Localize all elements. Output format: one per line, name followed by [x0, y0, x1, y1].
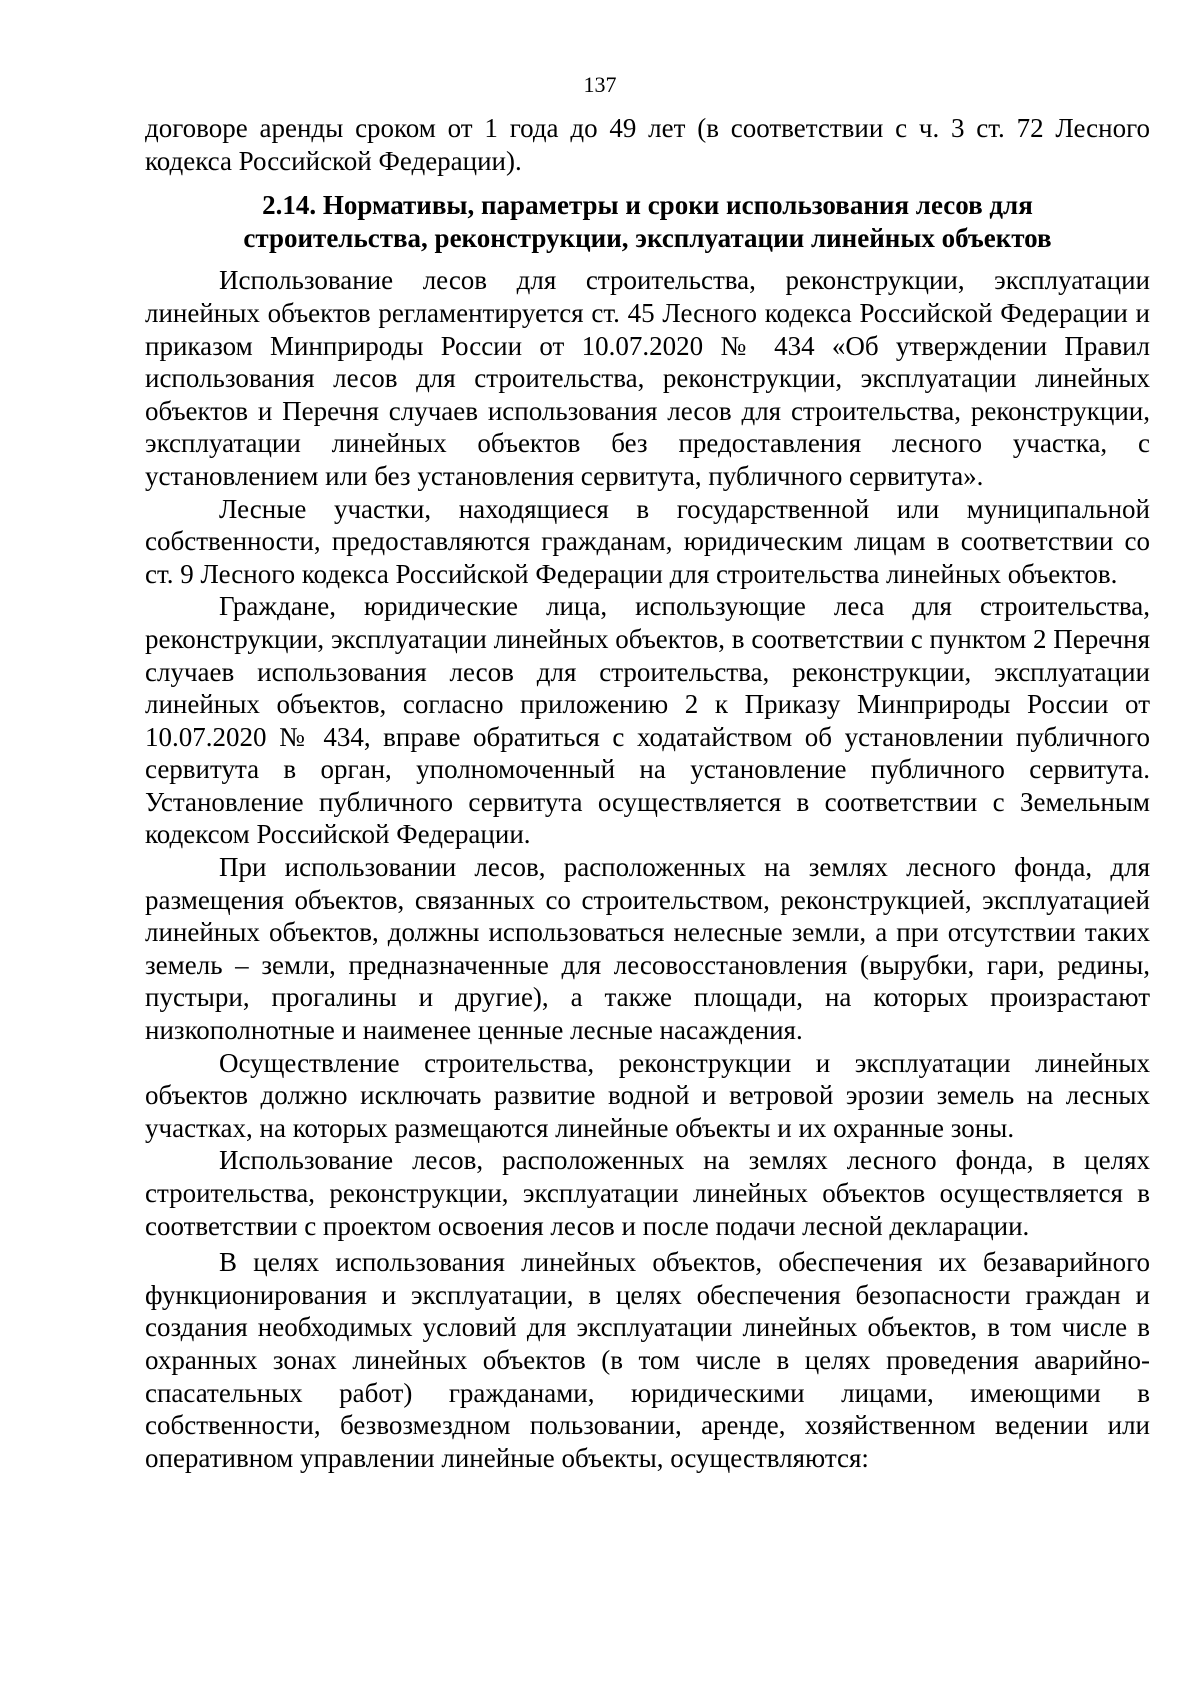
section-heading-line-2: строительства, реконструкции, эксплуатации линейных объектов [243, 222, 1052, 253]
paragraph-7: В целях использования линейных объектов, обеспечения их безаварийного функционирования и эксплуатации, в целях обеспечения безопасности граждан и создания необходимых условий для эксплуатации линейных объектов, в том числе в охранных зонах линейных объектов (в том числе в целях проведения аварийно-спасательных работ) гражданами, юридическими лицами, имеющими в собственности, безвозмездном пользовании, аренде, хозяйственном ведении или оперативном управлении линейные объекты, осуществляются: [145, 1247, 1150, 1473]
page-content [145, 112, 1150, 1474]
paragraph-3: Граждане, юридические лица, использующие леса для строительства, реконструкции, эксплуатации линейных объектов, в соответствии с пунктом 2 Перечня случаев использования лесов для строительства, реконструкции, эксплуатации линейных объектов, согласно приложению 2 к Приказу Минприроды России от 10.07.2020 № 434, вправе обратиться с ходатайством об установлении публичного сервитута в орган, уполномоченный на установление публичного сервитута. Установление публичного сервитута осуществляется в соответствии с Земельным кодексом Российской Федерации. [145, 591, 1150, 850]
section-heading-line-1: 2.14. Нормативы, параметры и сроки использования лесов для [262, 190, 1033, 221]
page-number: 137 [583, 72, 617, 97]
paragraph-6: Использование лесов, расположенных на землях лесного фонда, в целях строительства, реконструкции, эксплуатации линейных объектов осуществляется в соответствии с проектом освоения лесов и после подачи лесной декларации. [145, 1145, 1150, 1241]
paragraph-5: Осуществление строительства, реконструкции и эксплуатации линейных объектов должно исключать развитие водной и ветровой эрозии земель на лесных участках, на которых размещаются линейные объекты и их охранные зоны. [145, 1047, 1150, 1143]
paragraph-4: При использовании лесов, расположенных на землях лесного фонда, для размещения объектов, связанных со строительством, реконструкцией, эксплуатацией линейных объектов, должны использоваться нелесные земли, а при отсутствии таких земель – земли, предназначенные для лесовосстановления (вырубки, гари, редины, пустыри, прогалины и другие), а также площади, на которых произрастают низкополнотные и наименее ценные лесные насаждения. [145, 852, 1150, 1046]
paragraph-2: Лесные участки, находящиеся в государственной или муниципальной собственности, предоставляются гражданам, юридическим лицам в соответствии со ст. 9 Лесного кодекса Российской Федерации для строительства линейных объектов. [145, 493, 1150, 589]
paragraph-1: Использование лесов для строительства, реконструкции, эксплуатации линейных объектов регламентируется ст. 45 Лесного кодекса Российской Федерации и приказом Минприроды России от 10.07.2020 № 434 «Об утверждении Правил использования лесов для строительства, реконструкции, эксплуатации линейных объектов и Перечня случаев использования лесов для строительства, реконструкции, эксплуатации линейных объектов без предоставления лесного участка, с установлением или без установления сервитута, публичного сервитута». [145, 265, 1150, 491]
continuation-paragraph: договоре аренды сроком от 1 года до 49 лет (в соответствии с ч. 3 ст. 72 Лесного кодекса Российской Федерации). [145, 113, 1150, 176]
section-heading [145, 189, 1150, 254]
